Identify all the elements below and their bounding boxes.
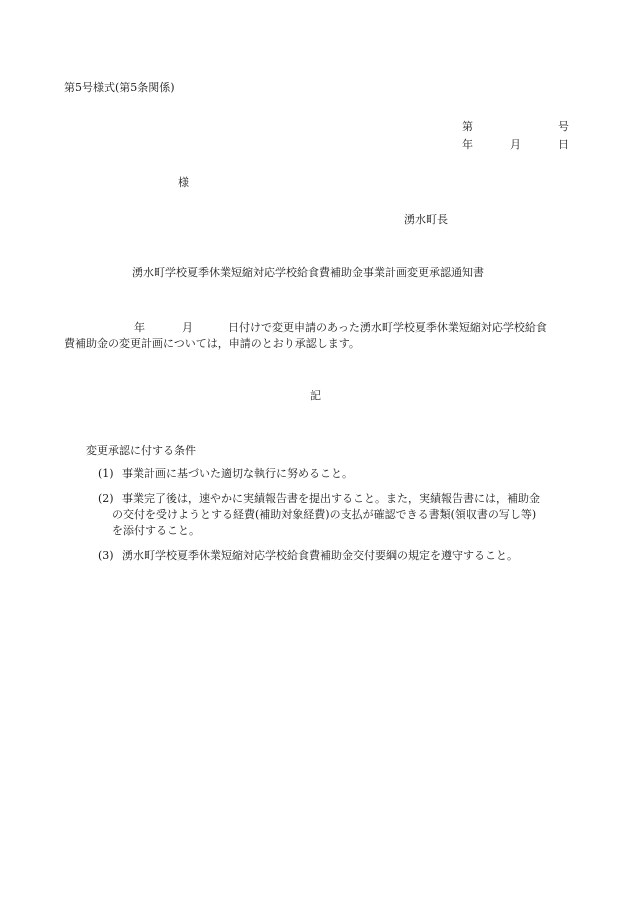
condition-line: の交付を受けようとする経費(補助対象経費)の支払が確認できる書類(領収書の写し等) [112, 508, 537, 521]
document-title: 湧水町学校夏季休業短縮対応学校給食費補助金事業計画変更承認通知書 [132, 266, 484, 279]
date-year: 年 [462, 138, 473, 151]
condition-item [98, 466, 588, 482]
body-line-2: 費補助金の変更計画については，申請のとおり承認します。 [64, 337, 360, 350]
condition-number: (3) [98, 549, 114, 562]
condition-line: 事業完了後は，速やかに実績報告書を提出すること。また，実績報告書には，補助金 [122, 492, 540, 505]
condition-number: (2) [98, 492, 114, 505]
number-prefix: 第 [462, 120, 473, 133]
number-suffix: 号 [558, 120, 569, 133]
body-line-1: 日付けで変更申請のあった湧水町学校夏季休業短縮対応学校給食 [228, 321, 547, 334]
condition-line: を添付すること。 [112, 524, 200, 537]
condition-line: 湧水町学校夏季休業短縮対応学校給食費補助金交付要綱の規定を遵守すること。 [122, 549, 518, 562]
recipient: 様 [178, 176, 189, 189]
conditions-heading: 変更承認に付する条件 [86, 444, 196, 457]
form-label: 第5号様式(第5条関係) [64, 81, 175, 94]
sender: 湧水町長 [404, 213, 448, 226]
ki-heading: 記 [310, 389, 321, 402]
condition-item [98, 548, 588, 564]
date-month: 月 [510, 138, 521, 151]
date-day: 日 [558, 138, 569, 151]
conditions-list [98, 466, 588, 573]
condition-line: 事業計画に基づいた適切な執行に努めること。 [122, 467, 353, 480]
condition-number: (1) [98, 467, 114, 480]
body-year: 年 [134, 321, 145, 334]
condition-item [98, 491, 588, 539]
body-month: 月 [182, 321, 193, 334]
